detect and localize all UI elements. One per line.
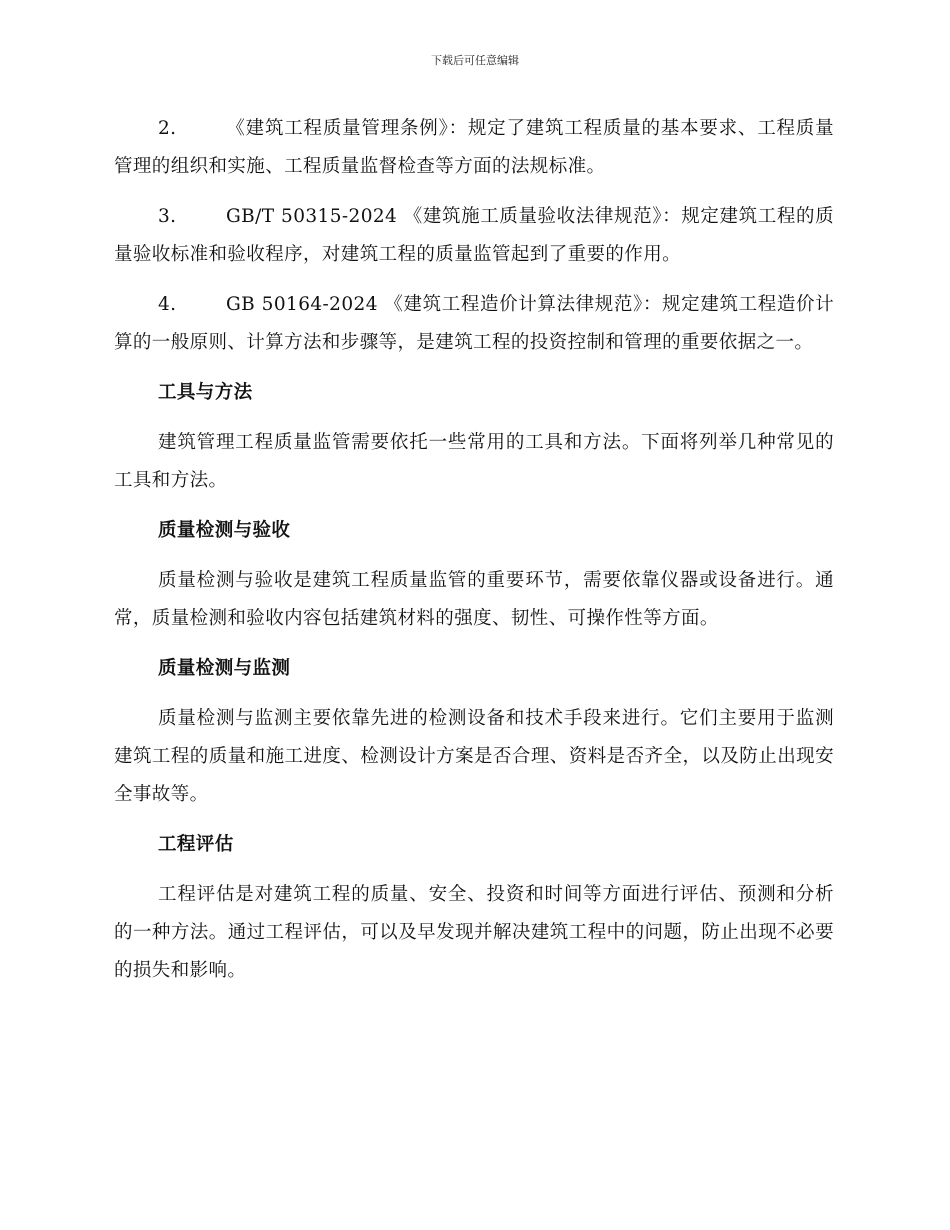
list-item-number: 3.: [158, 206, 177, 227]
section-paragraph: 建筑管理工程质量监管需要依托一些常用的工具和方法。下面将列举几种常见的工具和方法。: [114, 432, 834, 491]
section-paragraph: 质量检测与监测主要依靠先进的检测设备和技术手段来进行。它们主要用于监测建筑工程的质量和施工进度、检测设计方案是否合理、资料是否齐全，以及防止出现安全事故等。: [114, 708, 834, 805]
section-heading-tools-methods: 工具与方法: [158, 382, 253, 403]
list-item-text: 《建筑工程质量管理条例》：规定了建筑工程质量的基本要求、工程质量管理的组织和实施、工程质量监督检查等方面的法规标准。: [114, 118, 834, 177]
section-heading-quality-inspection-acceptance: 质量检测与验收: [158, 520, 291, 541]
list-item-text: GB/T 50315-2024 《建筑施工质量验收法律规范》：规定建筑工程的质量验收标准和验收程序，对建筑工程的质量监管起到了重要的作用。: [114, 206, 834, 265]
page-header: 下载后可任意编辑: [431, 54, 519, 67]
section-paragraph: 工程评估是对建筑工程的质量、安全、投资和时间等方面进行评估、预测和分析的一种方法。通过工程评估，可以及早发现并解决建筑工程中的问题，防止出现不必要的损失和影响。: [114, 884, 834, 981]
section-heading-quality-inspection-monitoring: 质量检测与监测: [158, 658, 291, 679]
list-item: [114, 198, 834, 274]
section-paragraph: 质量检测与验收是建筑工程质量监管的重要环节，需要依靠仪器或设备进行。通常，质量检测和验收内容包括建筑材料的强度、韧性、可操作性等方面。: [114, 570, 834, 629]
list-item-number: 4.: [158, 294, 177, 315]
document-body: [114, 110, 834, 1002]
section-heading-project-evaluation: 工程评估: [158, 834, 234, 855]
list-item-number: 2.: [158, 118, 177, 139]
list-item: [114, 110, 834, 186]
list-item-text: GB 50164-2024 《建筑工程造价计算法律规范》：规定建筑工程造价计算的一般原则、计算方法和步骤等，是建筑工程的投资控制和管理的重要依据之一。: [114, 294, 834, 353]
list-item: [114, 286, 834, 362]
